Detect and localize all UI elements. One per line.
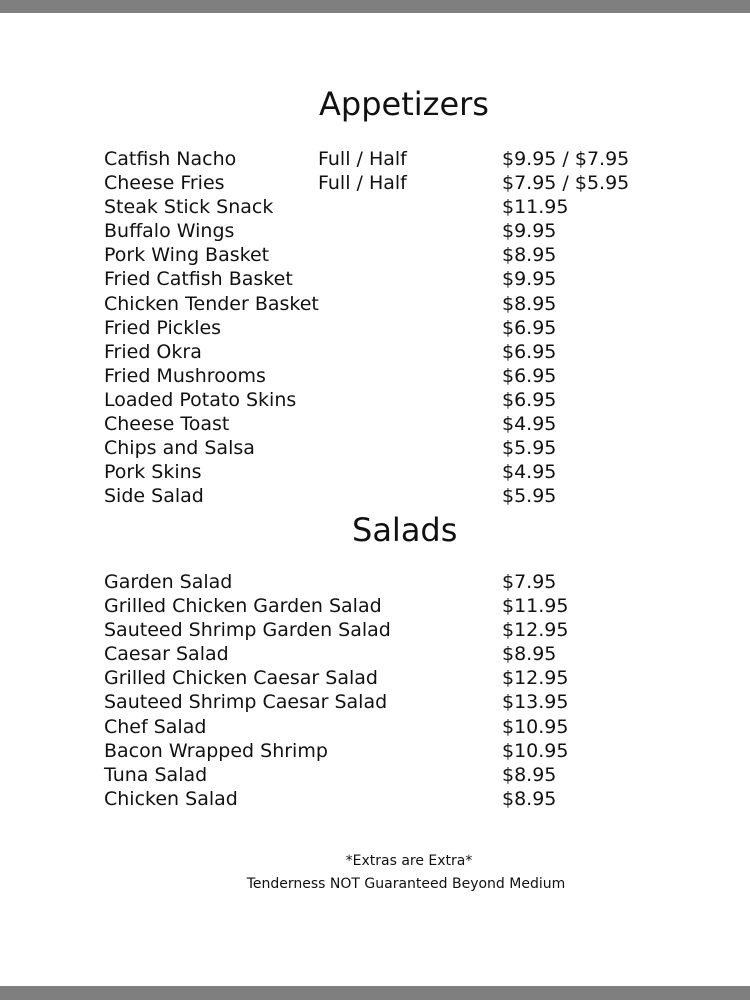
menu-item bbox=[0, 570, 750, 594]
menu-item bbox=[0, 594, 750, 618]
menu-item-price: $9.95 bbox=[502, 268, 557, 291]
menu-item-name: Fried Catfish Basket bbox=[104, 268, 293, 291]
viewer-bottom-bar bbox=[0, 986, 750, 1000]
menu-item-name: Pork Wing Basket bbox=[104, 244, 270, 267]
salads-heading: Salads bbox=[352, 511, 458, 549]
menu-item-price: $11.95 bbox=[502, 595, 569, 618]
viewer-top-bar bbox=[0, 0, 750, 13]
menu-item-name: Fried Pickles bbox=[104, 316, 222, 339]
menu-item-name: Loaded Potato Skins bbox=[104, 388, 297, 411]
menu-item-price: $9.95 / $7.95 bbox=[502, 148, 630, 170]
appetizers-list bbox=[0, 147, 750, 508]
menu-item-price: $11.95 bbox=[502, 196, 569, 219]
menu-item-price: $8.95 bbox=[502, 787, 557, 810]
menu-item-price: $10.95 bbox=[502, 739, 569, 762]
menu-item bbox=[0, 715, 750, 739]
menu-item-name: Catfish Nacho bbox=[104, 148, 237, 170]
menu-item-name: Chef Salad bbox=[104, 715, 207, 738]
appetizers-heading: Appetizers bbox=[319, 85, 489, 123]
menu-item-price: $6.95 bbox=[502, 316, 557, 339]
menu-item-name: Bacon Wrapped Shrimp bbox=[104, 739, 328, 762]
menu-item-price: $10.95 bbox=[502, 715, 569, 738]
menu-item-name: Caesar Salad bbox=[104, 643, 229, 666]
menu-item bbox=[0, 642, 750, 666]
menu-item-price: $5.95 bbox=[502, 485, 557, 508]
menu-item bbox=[0, 484, 750, 508]
menu-item-name: Sauteed Shrimp Garden Salad bbox=[104, 619, 391, 642]
menu-item-name: Pork Skins bbox=[104, 461, 202, 484]
menu-item-price: $13.95 bbox=[502, 691, 569, 714]
menu-item-price: $5.95 bbox=[502, 437, 557, 460]
menu-item-price: $6.95 bbox=[502, 364, 557, 387]
menu-item-name: Garden Salad bbox=[104, 571, 233, 593]
menu-item-price: $9.95 bbox=[502, 220, 557, 243]
menu-item bbox=[0, 763, 750, 787]
menu-item bbox=[0, 618, 750, 642]
menu-item bbox=[0, 243, 750, 267]
menu-item bbox=[0, 292, 750, 316]
menu-item-price: $8.95 bbox=[502, 643, 557, 666]
menu-item-name: Chicken Tender Basket bbox=[104, 292, 319, 315]
menu-item-price: $8.95 bbox=[502, 292, 557, 315]
menu-item bbox=[0, 364, 750, 388]
tenderness-note: Tenderness NOT Guaranteed Beyond Medium bbox=[246, 876, 566, 892]
menu-item-price: $8.95 bbox=[502, 244, 557, 267]
menu-item-name: Fried Okra bbox=[104, 340, 202, 363]
menu-item-name: Tuna Salad bbox=[104, 763, 208, 786]
menu-item-name: Grilled Chicken Garden Salad bbox=[104, 595, 382, 618]
menu-item-name: Grilled Chicken Caesar Salad bbox=[104, 667, 378, 690]
menu-item-price: $4.95 bbox=[502, 413, 557, 436]
menu-item-price: $12.95 bbox=[502, 667, 569, 690]
menu-item-price: $4.95 bbox=[502, 461, 557, 484]
menu-item bbox=[0, 460, 750, 484]
menu-item bbox=[0, 436, 750, 460]
menu-item-name: Chips and Salsa bbox=[104, 437, 255, 460]
menu-item-price: $7.95 / $5.95 bbox=[502, 172, 630, 195]
menu-item bbox=[0, 171, 750, 195]
menu-item-size: Full / Half bbox=[318, 148, 407, 170]
menu-item bbox=[0, 739, 750, 763]
menu-page bbox=[0, 13, 750, 986]
menu-item-price: $6.95 bbox=[502, 340, 557, 363]
menu-item-price: $7.95 bbox=[502, 571, 557, 593]
menu-item-price: $8.95 bbox=[502, 763, 557, 786]
menu-item bbox=[0, 666, 750, 690]
menu-item-price: $12.95 bbox=[502, 619, 569, 642]
extras-note: *Extras are Extra* bbox=[345, 853, 473, 869]
menu-item bbox=[0, 412, 750, 436]
menu-item bbox=[0, 267, 750, 291]
menu-item-price: $6.95 bbox=[502, 388, 557, 411]
menu-item bbox=[0, 388, 750, 412]
menu-item bbox=[0, 340, 750, 364]
menu-item-name: Cheese Fries bbox=[104, 172, 225, 195]
menu-item bbox=[0, 147, 750, 171]
menu-item bbox=[0, 219, 750, 243]
menu-item-name: Steak Stick Snack bbox=[104, 196, 274, 219]
menu-item-name: Buffalo Wings bbox=[104, 220, 235, 243]
menu-item bbox=[0, 316, 750, 340]
menu-item-name: Fried Mushrooms bbox=[104, 364, 266, 387]
menu-item-name: Chicken Salad bbox=[104, 787, 238, 810]
menu-item-size: Full / Half bbox=[318, 172, 407, 195]
salads-list bbox=[0, 570, 750, 811]
menu-item bbox=[0, 195, 750, 219]
menu-item-name: Cheese Toast bbox=[104, 413, 230, 436]
menu-item-name: Side Salad bbox=[104, 485, 204, 508]
menu-item-name: Sauteed Shrimp Caesar Salad bbox=[104, 691, 388, 714]
menu-item bbox=[0, 690, 750, 714]
menu-item bbox=[0, 787, 750, 811]
